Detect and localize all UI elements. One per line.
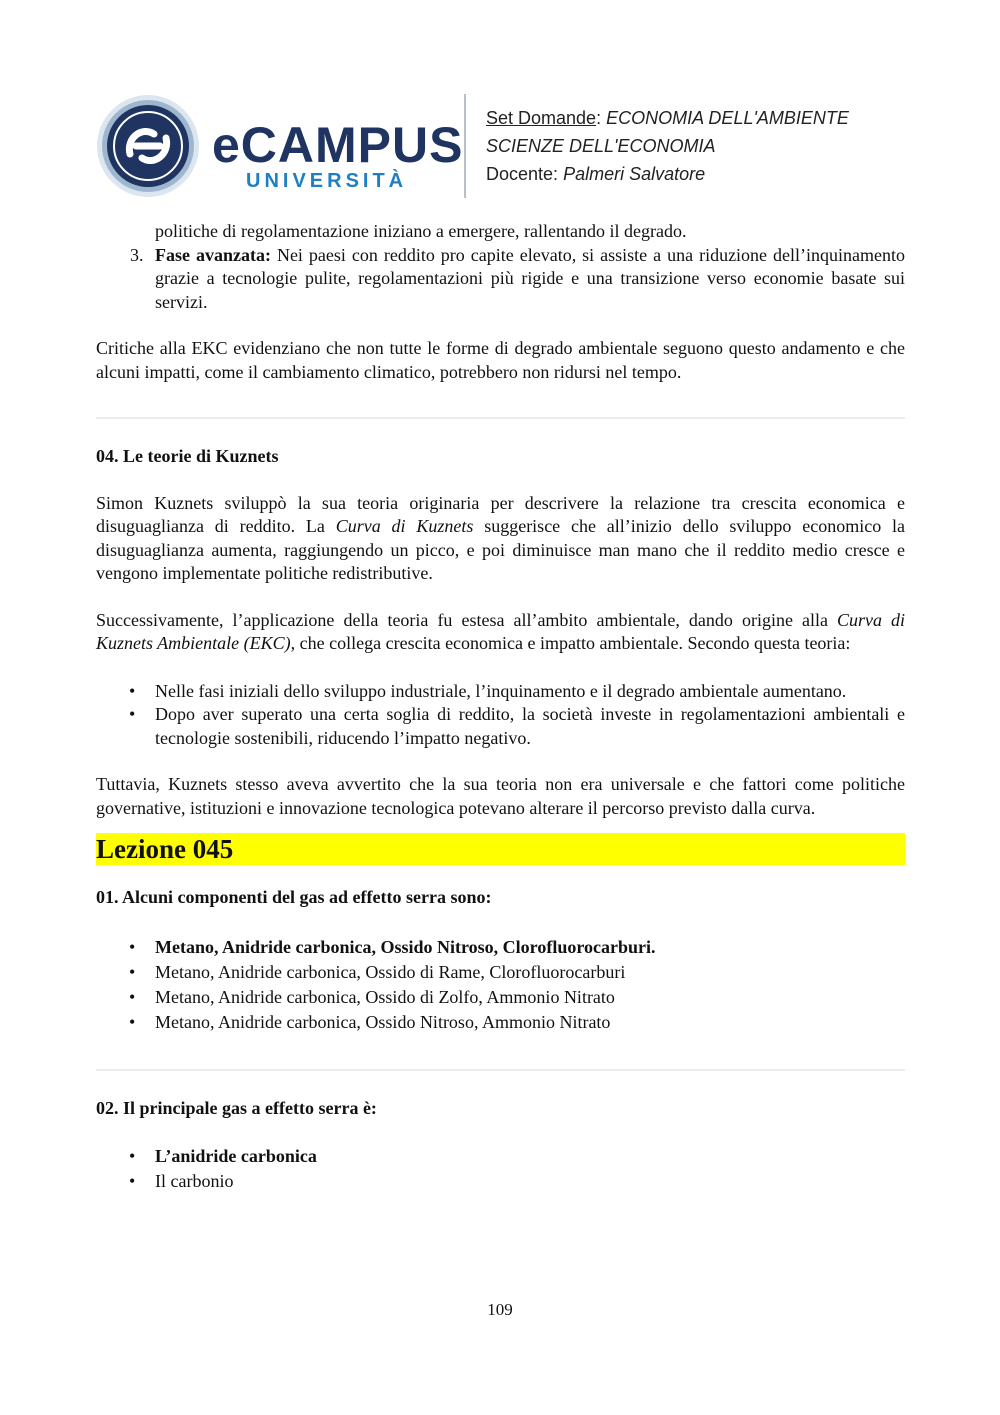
paragraph-text: Simon Kuznets sviluppò la sua teoria originaria per descrivere la relazione tra crescita economica e disuguaglianza di reddito. La — [96, 492, 905, 536]
answer-text: Metano, Anidride carbonica, Ossido di Zolfo, Ammonio Nitrato — [155, 986, 615, 1007]
question-02-title: 02. Il principale gas a effetto serra è: — [96, 1097, 377, 1118]
list-item-text: Nelle fasi iniziali dello sviluppo industriale, l’inquinamento e il degrado ambientale aumentano. — [155, 680, 847, 701]
docente-label: Docente — [486, 164, 554, 184]
answer-correct — [129, 935, 905, 960]
list-item — [129, 703, 905, 750]
phases-list — [96, 220, 905, 314]
kuznets-paragraph-3: Tuttavia, Kuznets stesso aveva avvertito che la sua teoria non era universale e che fattori come politiche governative, istituzioni e innovazione tecnologica potevano alterare il percorso previsto dalla curva. — [96, 774, 905, 818]
brand-sub: UNIVERSITÀ — [246, 170, 408, 192]
bullet-icon: • — [129, 961, 136, 982]
phase-label: Fase avanzata: — [155, 244, 271, 265]
answer-option — [129, 1169, 905, 1194]
header-line-teacher — [486, 160, 849, 188]
list-item-text: Dopo aver superato una certa soglia di reddito, la società investe in regolamentazioni ambientali e tecnologie sostenibili, riducendo l’impatto negativo. — [155, 704, 905, 748]
question-01-title: 01. Alcuni componenti del gas ad effetto serra sono: — [96, 887, 492, 907]
paragraph-text: Successivamente, l’applicazione della teoria fu estesa all’ambito ambientale, dando origine alla — [96, 609, 837, 630]
brand-main: eCAMPUS — [212, 117, 464, 173]
header-divider — [464, 94, 466, 198]
header-line-course — [486, 104, 849, 132]
set-domande-label: Set Domande — [486, 108, 597, 128]
answer-option — [129, 1010, 905, 1035]
italic-term: Curva di Kuznets — [335, 516, 474, 536]
bullet-icon: • — [129, 704, 136, 724]
ecampus-seal-icon — [96, 94, 200, 198]
list-item-continued: politiche di regolamentazione iniziano a emergere, rallentando il degrado. — [155, 221, 687, 241]
answer-text: L’anidride carbonica — [155, 1146, 317, 1166]
teacher-name: Palmeri Salvatore — [563, 164, 706, 184]
list-item — [129, 680, 905, 704]
course-title: ECONOMIA DELL'AMBIENTE — [606, 108, 849, 128]
answer-option — [129, 985, 905, 1010]
lesson-heading: Lezione 045 — [96, 833, 905, 865]
bullet-icon: • — [129, 680, 136, 701]
header-sep: : — [596, 108, 607, 128]
answer-text: Metano, Anidride carbonica, Ossido Nitroso, Clorofluorocarburi. — [155, 936, 656, 957]
section-divider — [96, 417, 905, 419]
critique-paragraph: Critiche alla EKC evidenziano che non tutte le forme di degrado ambientale seguono questo andamento e che alcuni impatti, come il cambiamento climatico, potrebbero non ridursi nel tempo. — [96, 338, 905, 382]
document-header — [96, 92, 916, 202]
answer-correct — [129, 1144, 905, 1169]
faculty-name: SCIENZE DELL'ECONOMIA — [486, 136, 716, 156]
list-number: 3. — [130, 244, 144, 265]
phase-text: Nei paesi con reddito pro capite elevato, si assiste a una riduzione dell’inquinamento grazie a tecnologie pulite, regolamentazioni più rigide e una transizione verso economie basate sui servizi. — [155, 244, 905, 312]
kuznets-paragraph-2 — [96, 609, 905, 656]
paragraph-text: , che collega crescita economica e impatto ambientale. Secondo questa teoria: — [290, 633, 851, 653]
italic-term: Curva di Kuznets Ambientale (EKC) — [96, 609, 905, 653]
question-02-answers — [96, 1144, 905, 1194]
header-info — [486, 104, 849, 188]
answer-text: Metano, Anidride carbonica, Ossido di Rame, Clorofluorocarburi — [155, 961, 626, 982]
answer-text: Metano, Anidride carbonica, Ossido Nitroso, Ammonio Nitrato — [155, 1011, 611, 1032]
section-divider — [96, 1069, 905, 1071]
list-item-phase-3 — [130, 244, 905, 315]
page-number: 109 — [487, 1300, 513, 1319]
section-title: 04. Le teorie di Kuznets — [96, 446, 279, 466]
answer-option — [129, 960, 905, 985]
header-line-faculty — [486, 132, 849, 160]
header-sep: : — [553, 164, 564, 184]
bullet-icon: • — [129, 936, 136, 957]
bullet-icon: • — [129, 1146, 136, 1166]
bullet-icon: • — [129, 1011, 136, 1032]
paragraph-text: suggerisce che all’inizio dello sviluppo economico la disuguaglianza aumenta, raggiungendo un picco, e poi diminuisce man mano che il reddito medio cresce e vengono implementate politiche redistributive. — [96, 516, 905, 583]
kuznets-bullets — [96, 680, 905, 751]
kuznets-paragraph-1 — [96, 492, 905, 586]
page-content — [96, 220, 905, 1194]
answer-text: Il carbonio — [155, 1171, 234, 1191]
bullet-icon: • — [129, 986, 136, 1007]
question-01-answers — [96, 935, 905, 1035]
bullet-icon: • — [129, 1171, 136, 1191]
